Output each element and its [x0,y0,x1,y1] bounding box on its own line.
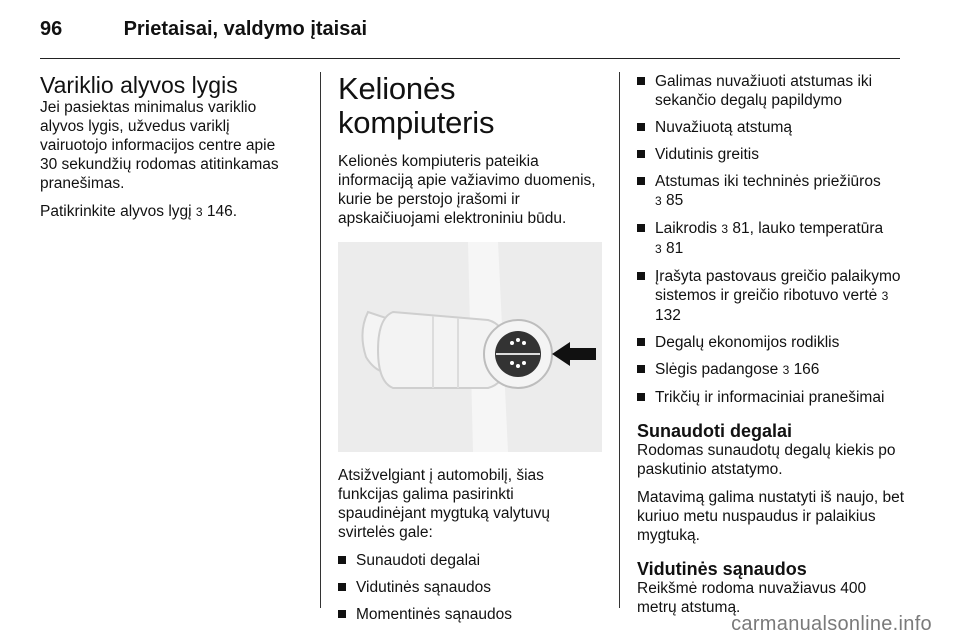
section-heading-trip-computer: Kelionės kompiuteris [338,71,495,140]
column-divider [320,72,321,608]
list-item: Vidutinės sąnaudos [338,578,604,597]
list-item: Laikrodis 3 81, lauko temperatūra 3 81 [637,219,905,259]
bullet-icon [637,123,645,131]
page-ref: 81, lauko temperatūra [732,220,884,237]
page-ref-icon: 3 [655,242,662,256]
watermark: carmanualsonline.info [731,613,932,635]
fuel-used-paragraph: Rodomas sunaudotų degalų kiekis po paskutinio atstatymo. [637,442,896,478]
average-consumption-paragraph: Reikšmė rodoma nuvažiavus 400 metrų atstumą. [637,580,867,616]
list-item: Įrašyta pastovaus greičio palaikymo sistemos ir greičio ribotuvo vertė 3 132 [637,267,905,325]
fuel-used-reset-paragraph: Matavimą galima nustatyti iš naujo, bet kuriuo metu nuspaudus ir palaikius mygtuką. [637,489,905,544]
list-item: Momentinės sąnaudos [338,605,604,624]
bullet-icon [637,177,645,185]
page-ref-icon: 3 [195,205,203,219]
list-item: Slėgis padangose 3 166 [637,360,905,380]
list-item: Sunaudoti degalai [338,551,604,570]
page-ref: 166 [793,361,820,378]
section-heading-oil-level: Variklio alyvos lygis [40,72,238,98]
bullet-icon [637,224,645,232]
list-item: Nuvažiuotą atstumą [637,118,905,137]
column-trip-computer-continued [637,72,905,626]
trip-computer-values-list [637,72,905,407]
column-oil-level [40,72,296,231]
bullet-icon [637,77,645,85]
oil-level-check-paragraph: Patikrinkite alyvos lygį 3 146. [40,203,238,220]
bullet-icon [637,393,645,401]
bullet-icon [338,583,346,591]
header-rule [40,58,900,59]
wiper-lever-illustration [338,242,602,452]
page-ref: 146. [206,203,238,220]
page-number: 96 [40,18,63,40]
list-item: Atstumas iki techninės priežiūros 3 85 [637,172,905,211]
page-ref: 81 [666,240,684,257]
page-ref: 132 [655,307,681,324]
list-item: Galimas nuvažiuoti atstumas iki sekančio degalų papildymo [637,72,905,110]
trip-computer-functions-list [338,551,604,624]
trip-computer-intro: Kelionės kompiuteris pateikia informaciją apie važiavimo duomenis, kurie be perstojo įrašomi ir apskaičiuojami elektroniniu būdu. [338,153,596,227]
column-divider [619,72,620,608]
list-item: Trikčių ir informaciniai pranešimai [637,388,905,407]
wiper-lever-drawing [338,242,602,452]
oil-level-paragraph: Jei pasiektas minimalus variklio alyvos lygis, užvedus variklį vairuotojo informacijos centre apie 30 sekundžių rodomas atitinkamas pranešimas. [40,99,279,192]
section-heading-average-consumption: Vidutinės sąnaudos [637,559,807,579]
page-ref-icon: 3 [782,363,790,377]
page-ref-icon: 3 [881,289,889,303]
column-trip-computer [338,72,604,632]
bullet-icon [338,556,346,564]
list-item: Vidutinis greitis [637,145,905,164]
page-ref: 85 [666,192,684,209]
bullet-icon [637,150,645,158]
section-heading-fuel-used: Sunaudoti degalai [637,421,793,441]
bullet-icon [637,338,645,346]
bullet-icon [338,610,346,618]
trip-computer-selection-text: Atsižvelgiant į automobilį, šias funkcijas galima pasirinkti spaudinėjant mygtuką valytuvų svirtelės gale: [338,467,550,541]
page-header [40,18,367,41]
list-item: Degalų ekonomijos rodiklis [637,333,905,352]
page-title: Prietaisai, valdymo įtaisai [123,18,368,40]
bullet-icon [637,365,645,373]
page-ref-icon: 3 [655,194,662,208]
page-ref-icon: 3 [721,222,729,236]
bullet-icon [637,272,645,280]
